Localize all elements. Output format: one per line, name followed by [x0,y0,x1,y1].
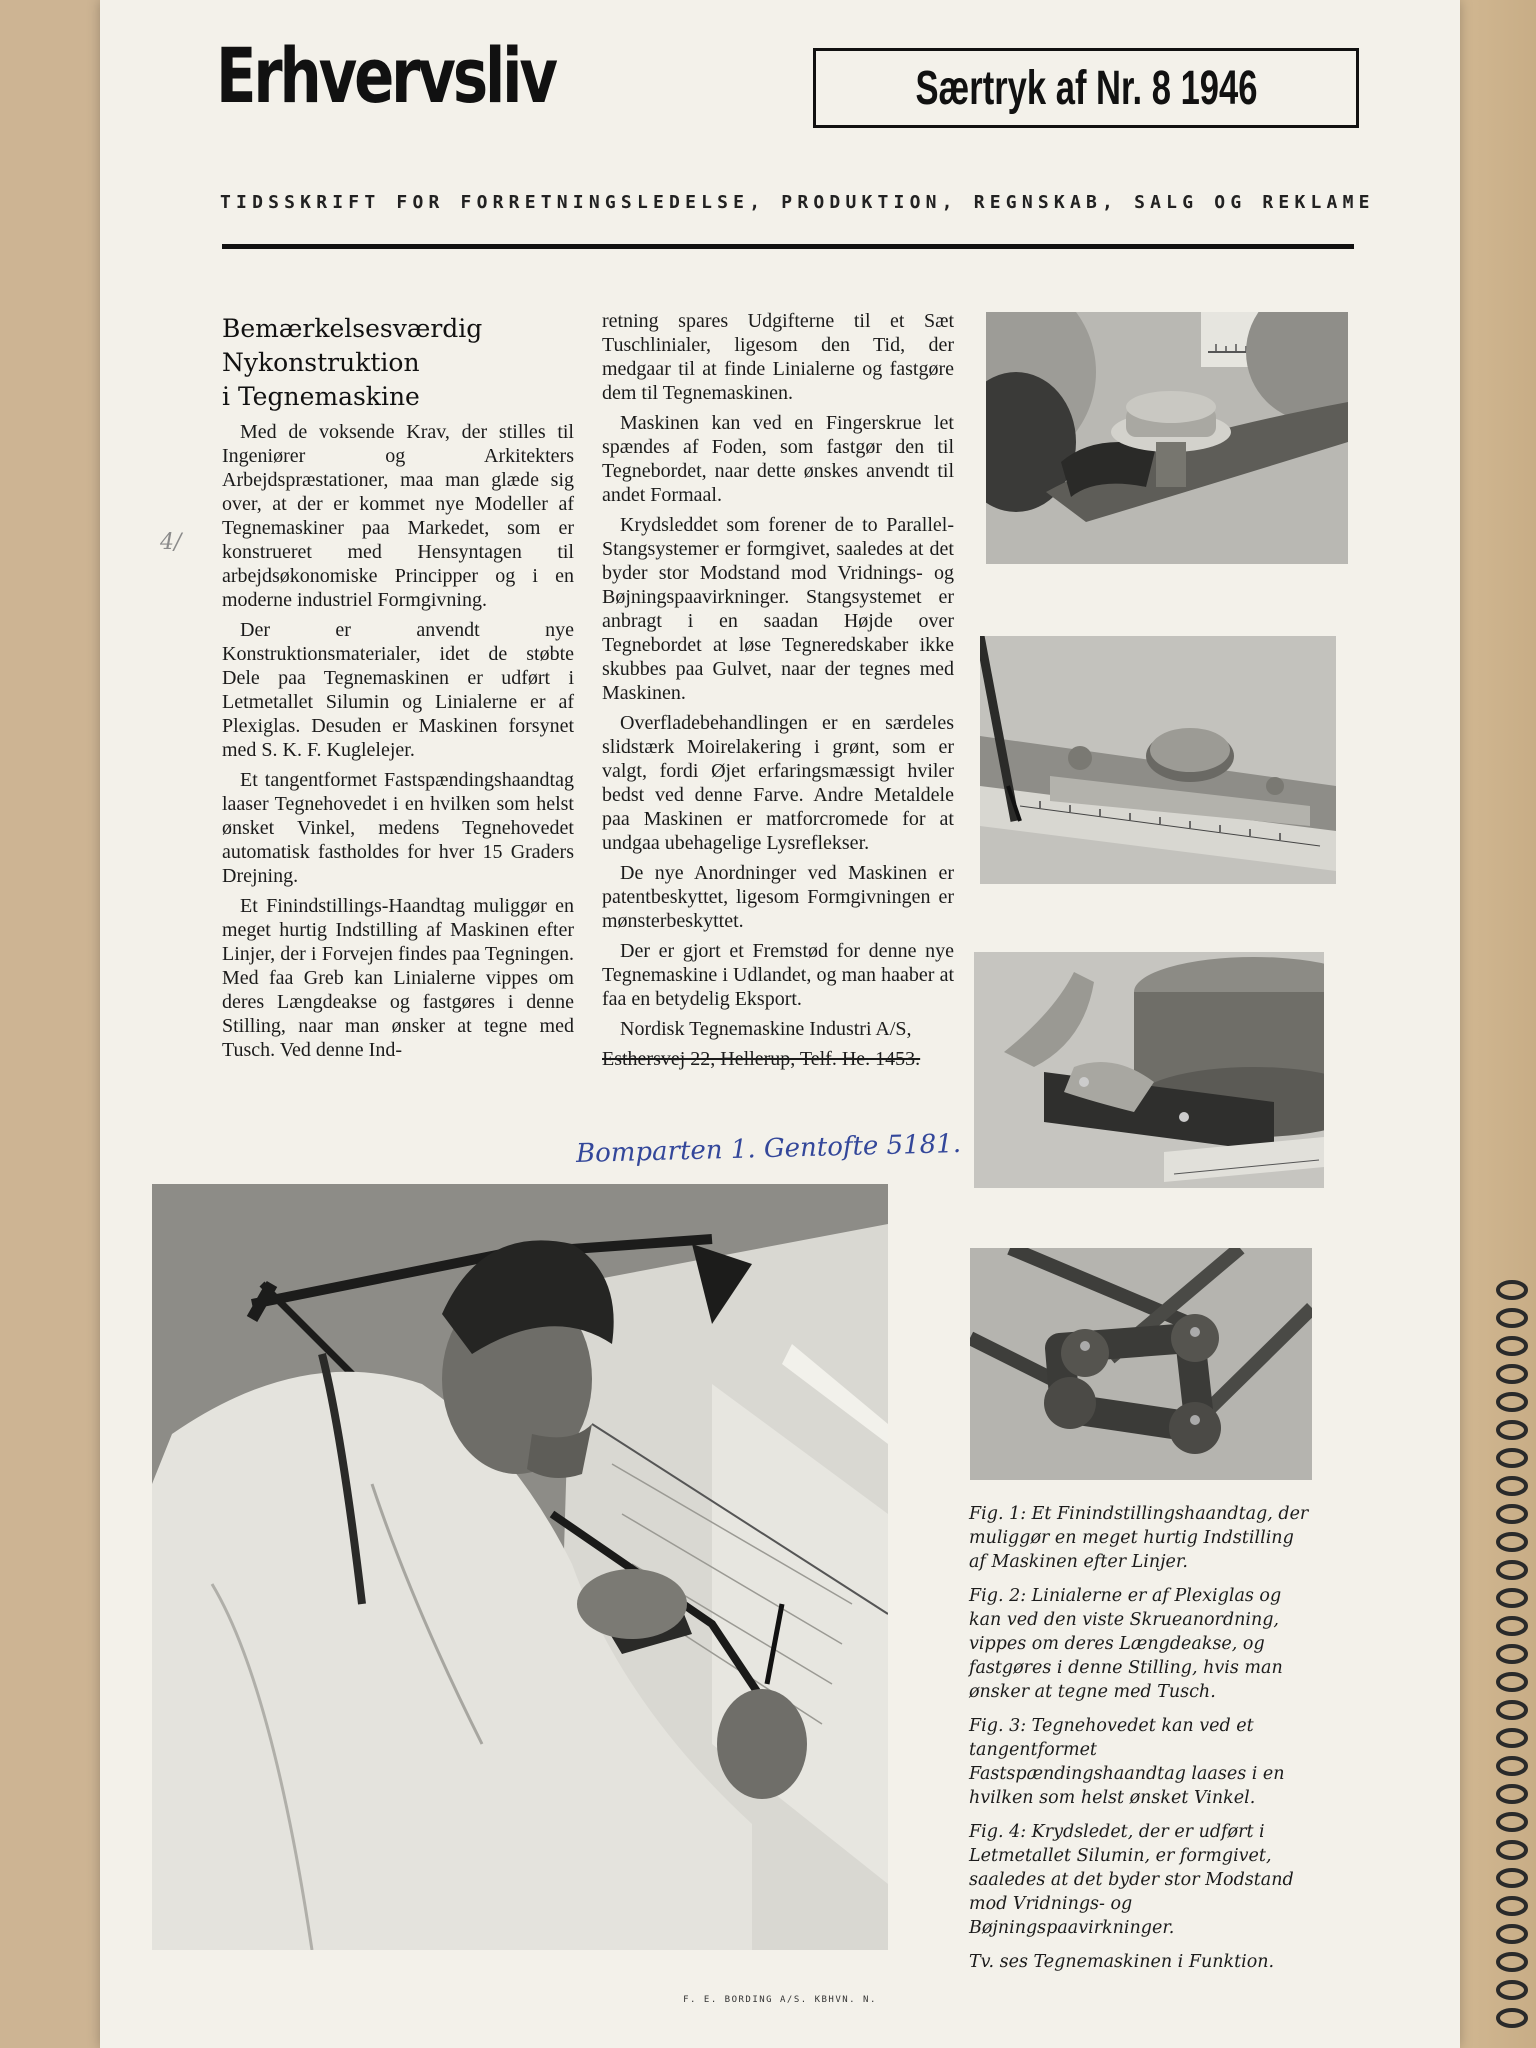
figure-4-photo [970,1248,1312,1480]
paragraph: Med de voksende Krav, der stilles til Ingeniører og Arkitekters Arbejdspræstationer, maa man glæde sig over, at der er kommet nye Modeller af Tegnemaskiner paa Markedet, som er konstrueret med Hensyntagen til arbejdsøkonomiske Principper og i en moderne industriel Formgivning. [222,421,574,611]
headline-line-3: i Tegnemaskine [222,382,420,411]
article-headline [222,312,574,414]
margin-pencil-note: 4/ [160,530,182,555]
spiral-binding [1492,1280,1532,2040]
figure-captions [969,1502,1315,1984]
article-column-2 [602,309,954,1077]
paragraph: Maskinen kan ved en Fingerskrue let spændes af Foden, som fastgør den til Tegnebordet, naar dette ønskes anvendt til andet Formaal. [602,412,954,506]
paragraph: Krydsleddet som forener de to Parallel-Stangsystemer er formgivet, saaledes at det byder stor Modstand mod Vridnings- og Bøjningspaavirkninger. Stangsystemet er anbragt i en saadan Højde over Tegnebordet at løse Tegneredskaber ikke skubbes paa Gulvet, naar der tegnes med Maskinen. [602,514,954,704]
company-name: Nordisk Tegnemaskine Industri A/S, [620,1018,912,1040]
handwritten-address: Bomparten 1. Gentofte 5181. [575,1128,962,1170]
printer-imprint: F. E. BORDING A/S. KBHVN. N. [683,1995,877,2005]
caption-fig-2: Fig. 2: Linialerne er af Plexiglas og kan ved den viste Skrueanordning, vippes om deres Længdeakse, og fastgøres i denne Stilling, hvis man ønsker at tegne med Tusch. [969,1586,1283,1702]
logo-text: Erhvervsliv [216,31,555,120]
struck-address: Esthersvej 22, Hellerup, Telf. He. 1453. [602,1048,921,1070]
paragraph: Overfladebehandlingen er en særdeles slidstærk Moirelakering i grønt, som er valgt, fordi Øjet erfaringsmæssigt hviler bedst ved denne Farve. Andre Metaldele paa Maskinen er matforcromede for at undgaa ubehagelige Lysreflekser. [602,712,954,854]
article-column-1 [222,312,574,1068]
document-page [100,0,1460,2048]
headline-line-2: Nykonstruktion [222,348,420,377]
caption-fig-4: Fig. 4: Krydsledet, der er udført i Letmetallet Silumin, er formgivet, saaledes at det byder stor Modstand mod Vridnings- og Bøjningspaavirkninger. [969,1822,1294,1938]
paragraph: retning spares Udgifterne til et Sæt Tuschlinialer, ligesom den Tid, der medgaar til at finde Linialerne og fastgøre dem til Tegnemaskinen. [602,310,954,404]
paragraph: Et tangentformet Fastspændingshaandtag laaser Tegnehovedet i en hvilken som helst ønsket Vinkel, medens Tegnehovedet automatisk fastholdes for hver 15 Graders Drejning. [222,769,574,887]
caption-fig-3: Fig. 3: Tegnehovedet kan ved et tangentformet Fastspændingshaandtag laases i en hvilken som helst ønsket Vinkel. [969,1716,1285,1808]
main-photo-draftsman [152,1184,888,1950]
paragraph: De nye Anordninger ved Maskinen er patentbeskyttet, ligesom Formgivningen er mønsterbeskyttet. [602,862,954,932]
figure-2-photo [980,636,1336,884]
paragraph: Der er anvendt nye Konstruktionsmaterialer, idet de støbte Dele paa Tegnemaskinen er udført i Letmetallet Silumin og Linialerne er af Plexiglas. Desuden er Maskinen forsynet med S. K. F. Kuglelejer. [222,619,574,761]
issue-box [813,48,1359,128]
figure-3-photo [974,952,1324,1188]
paragraph: Et Finindstillings-Haandtag muliggør en meget hurtig Indstilling af Maskinen efter Linjer, der i Forvejen findes paa Tegningen. Med faa Greb kan Linialerne vippes om deres Længdeakse og fastgøres i denne Stilling, naar man ønsker at tegne med Tusch. Ved denne Ind- [222,895,574,1061]
tagline: TIDSSKRIFT FOR FORRETNINGSLEDELSE, PRODUKTION, REGNSKAB, SALG OG REKLAME [220,192,1375,213]
figure-1-photo [986,312,1348,564]
paragraph: Der er gjort et Fremstød for denne nye Tegnemaskine i Udlandet, og man haaber at faa en betydelig Eksport. [602,940,954,1010]
issue-label: Særtryk af Nr. 8 1946 [915,61,1257,115]
caption-main-photo: Tv. ses Tegnemaskinen i Funktion. [969,1952,1275,1972]
headline-line-1: Bemærkelsesværdig [222,314,483,343]
caption-fig-1: Fig. 1: Et Finindstillingshaandtag, der muliggør en meget hurtig Indstilling af Maskinen efter Linjer. [969,1504,1309,1572]
masthead-logo [216,31,555,168]
header-rule [222,244,1354,249]
